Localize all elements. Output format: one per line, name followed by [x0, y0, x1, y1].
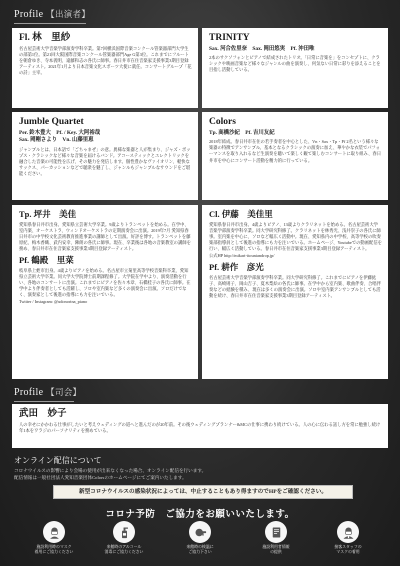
- corona-caption: の提供: [270, 548, 282, 554]
- performer-name: Pf. 鶴殿 里菜: [19, 255, 74, 266]
- performer-members: Per. 鈴木豊大 Pf. / Key. 大阿裕哉: [19, 129, 101, 136]
- online-info: [14, 455, 386, 481]
- corona-caption: ご協力下さい: [188, 548, 212, 554]
- profile-card-ito: [202, 205, 388, 379]
- performer-name: Jumble Quartet: [19, 117, 84, 127]
- section-word: Profile: [14, 9, 44, 20]
- corona-caption: 来館時の検温に: [186, 544, 214, 549]
- corona-caption: 消毒にご協力ください: [104, 548, 144, 554]
- corona-caption: 施設利用時のマスク: [36, 544, 72, 549]
- performer-bio: 名古屋芸術大学音楽学部演奏学科卒業。第7回横浜国際音楽コンクール管楽器部門大学生の部第1位。第21回大阪国際音楽コンクール管楽器部門Age G第3位。これまでにフルートを朝倉ゆき、寺本義明、遠藤和志の各氏に師事。春日井市在住音楽家支援事業3期目登録アーティスト。2021年1月より日本音楽文化スポーツ大使に就任。コンサートグループ「花の詩」主宰。: [19, 45, 192, 76]
- profile-card-trinity: [202, 28, 388, 108]
- corona-caption: 施設利用者情報: [262, 544, 290, 549]
- mc-bio: 人の幸せにかかわる仕事がしたいと考えウェディングの道へと進んだのが20年前。その後ウェディングプランナー&MCの仕事に携わり続けている。人の心に伝わる話し方を常に勉強し続け年1本をワラジのパーソナリティを務めている。: [19, 421, 381, 434]
- corona-title: コロナ予防 ご協力をお願いいたします。: [105, 509, 295, 520]
- corona-icons-row: [0, 521, 400, 566]
- section-word: Profile: [14, 387, 44, 398]
- performer-bio: ジャンブルとは、日本語で「ごちゃまぜ」の意。異様な楽器と人が集まり、ジャズ・ポップス・クラシックなど様々な音楽を届けるバンド。アコースティックとエレクトリックを融合した音楽の可能性を広げ、その魅力を発信します。個性豊かなヴァイオリン、軽快なサックス、パーカッションなどで聴衆を魅了し、ジャンルもジャンブルなサウンドをご堪能ください。: [19, 146, 191, 176]
- performer-website: 公式HP http://mikari-itouniandrop.jp/: [209, 253, 275, 259]
- online-line: 配信情報は一般社団法人愛知音楽団体Colorsのホームページにてご案内いたします。: [14, 474, 187, 480]
- profile-card-jumble-quartet: [12, 112, 198, 200]
- performer-bio: 岐阜県上蛭市出身。4歳よりピアノを始める。名古屋市立菊里高等学校音楽科卒業、愛知県立芸術大学卒業。同大学大学院博士前期課程修了。大学院在学中より、演奏活動を行い、各地のコンサートに出演。これまでにピアノを佐々木章、石橋桂子の各氏に師事。在学中より伴奏者としても活躍し、ソロや室内楽など多くの演奏会に出演。ソロだけでなく、演奏家として後進の指導にも力を注いでいる。: [19, 268, 191, 298]
- performer-name: Fl. 林 里紗: [19, 33, 71, 43]
- cancellation-notice: 新型コロナウイルスの感染状況によっては、中止することもあり得ますのでHPをご確認ください。: [53, 485, 353, 499]
- corona-item-leaflet: [246, 521, 306, 555]
- mask-icon: [47, 525, 62, 540]
- corona-caption: 接客スタッフの: [334, 544, 362, 549]
- performer-name: Colors: [209, 117, 236, 127]
- corona-caption: マスクの着用: [336, 548, 360, 554]
- performer-bio: 名古屋芸術大学音楽学部演奏学科卒業。同大学研究科修了。これまでにピアノを伊藤紘子、高崎則子、岡山吉子、夏木梨絵の各氏に師事。在学中から室内楽、歌曲伴奏、合唱伴奏などの経験を積み、現在は多くの演奏会に出演。ソロや室内楽アンサンブルとしても活動を続け、春日井市在住音楽家支援事業3期目登録アーティスト。: [209, 275, 381, 299]
- performer-name: TRINITY: [209, 33, 250, 43]
- section-rule: [14, 401, 74, 402]
- profile-card-mc: [12, 404, 388, 448]
- corona-caption: 来館時のアルコール: [106, 544, 142, 549]
- section-bracket: 【司会】: [46, 387, 82, 397]
- profile-card-tsuboi: [12, 205, 198, 379]
- profile-card-colors: [202, 112, 388, 200]
- mc-name: 武田 妙子: [19, 409, 67, 419]
- section-label-performers: [14, 8, 386, 20]
- performer-bio: 2本のサクソフォンとピアノで結成されたトリオ。「日常に音楽を」をコンセプトに、クラシックや映画音楽など様々なジャンルの曲を演奏し、何気ない日常に彩りを添えることを目指し活動している。: [209, 55, 381, 73]
- performer-name: Pf. 耕作 彦光: [209, 262, 264, 273]
- corona-item-thermometer: [170, 521, 230, 555]
- section-rule: [14, 23, 86, 24]
- performer-bio: 2018年結成。春日井市在住の若手奏者を中心とした、Vn・Sax・Tp・Pf 2名という様々な楽器の特徴でアンサンブル。基本となるクラシックの演奏に加え、華やかな衣装でパフォーマンスを取り入れるなど生演奏を聴いて楽しく観て楽しむコンサートに取り組み、春日井市を中心にコンサート活動を精力的に行っている。: [209, 139, 382, 163]
- staff-mask-icon: [341, 525, 356, 540]
- leaflet-icon: [269, 525, 284, 540]
- performer-members: Sax. 岡剛さより Vn. 山藤里恵: [19, 137, 94, 144]
- section-label-mc: [14, 386, 386, 398]
- corona-item-sanitizer: [94, 521, 154, 555]
- performer-bio: 愛知県春日井市出身。4歳よりピアノ、13歳よりクラリネットを始める。名古屋芸術大学音楽学部演奏学科卒業。同大学研究科修了。クラリネットを林秀光、浅井崇子の各氏に師事。室内楽を中心に、ソロなど幅広く活動中。現在、愛知県内の中学校、高等学校の吹奏楽部指導員として後進の指導にも力を注いでいる。ホームページ、Youtubeでの動画配信を行い、幅広く活動している。春日井市在住音楽家支援事業3期目登録アーティスト。: [209, 221, 382, 252]
- performer-contact: Twitter / Instagram: @udonorina_piano: [19, 299, 88, 305]
- performer-members: Tp. 高橋沙紀 Pf. 吉川友紀: [209, 129, 275, 136]
- corona-item-mask: [24, 521, 84, 555]
- performer-members: Sax. 河合佐里奈 Sax. 岡田悠実 Pf. 沖田唯: [209, 45, 315, 52]
- profile-card-hayashi: [12, 28, 198, 108]
- performer-bio: 愛知県春日井市出身。愛知県立芸術大学卒業。9歳よりトランペットを始める。在学中、室内楽、オーケストラ、ウィンドオーケストラの定期演奏会に出演。2019年7月 愛知県春日井市の中学校文化芸術教育推進事業の講師として出演。好評を博す。トランペットを藤原紀、梅木香織、武内安幸、陳朗の各氏に師事。現在、卒業後は各地の音楽教室の講師を務め、春日井市在住音楽家支援事業3期目登録アーティスト。: [19, 221, 191, 252]
- section-bracket: 【出演者】: [46, 9, 91, 19]
- thermometer-icon: [193, 525, 208, 540]
- online-line: コロナウイルスの影響により会場の使用が出来なくなった場合、オンライン配信を行います。: [14, 468, 207, 473]
- corona-item-staff-mask: [318, 521, 378, 555]
- corona-caption: 着用にご協力ください: [34, 548, 74, 554]
- online-title: オンライン配信について: [14, 456, 102, 465]
- sanitizer-icon: [117, 525, 132, 540]
- performer-name: Tp. 坪井 美佳: [19, 209, 77, 219]
- performer-name: Cl. 伊藤 美佳里: [209, 209, 273, 219]
